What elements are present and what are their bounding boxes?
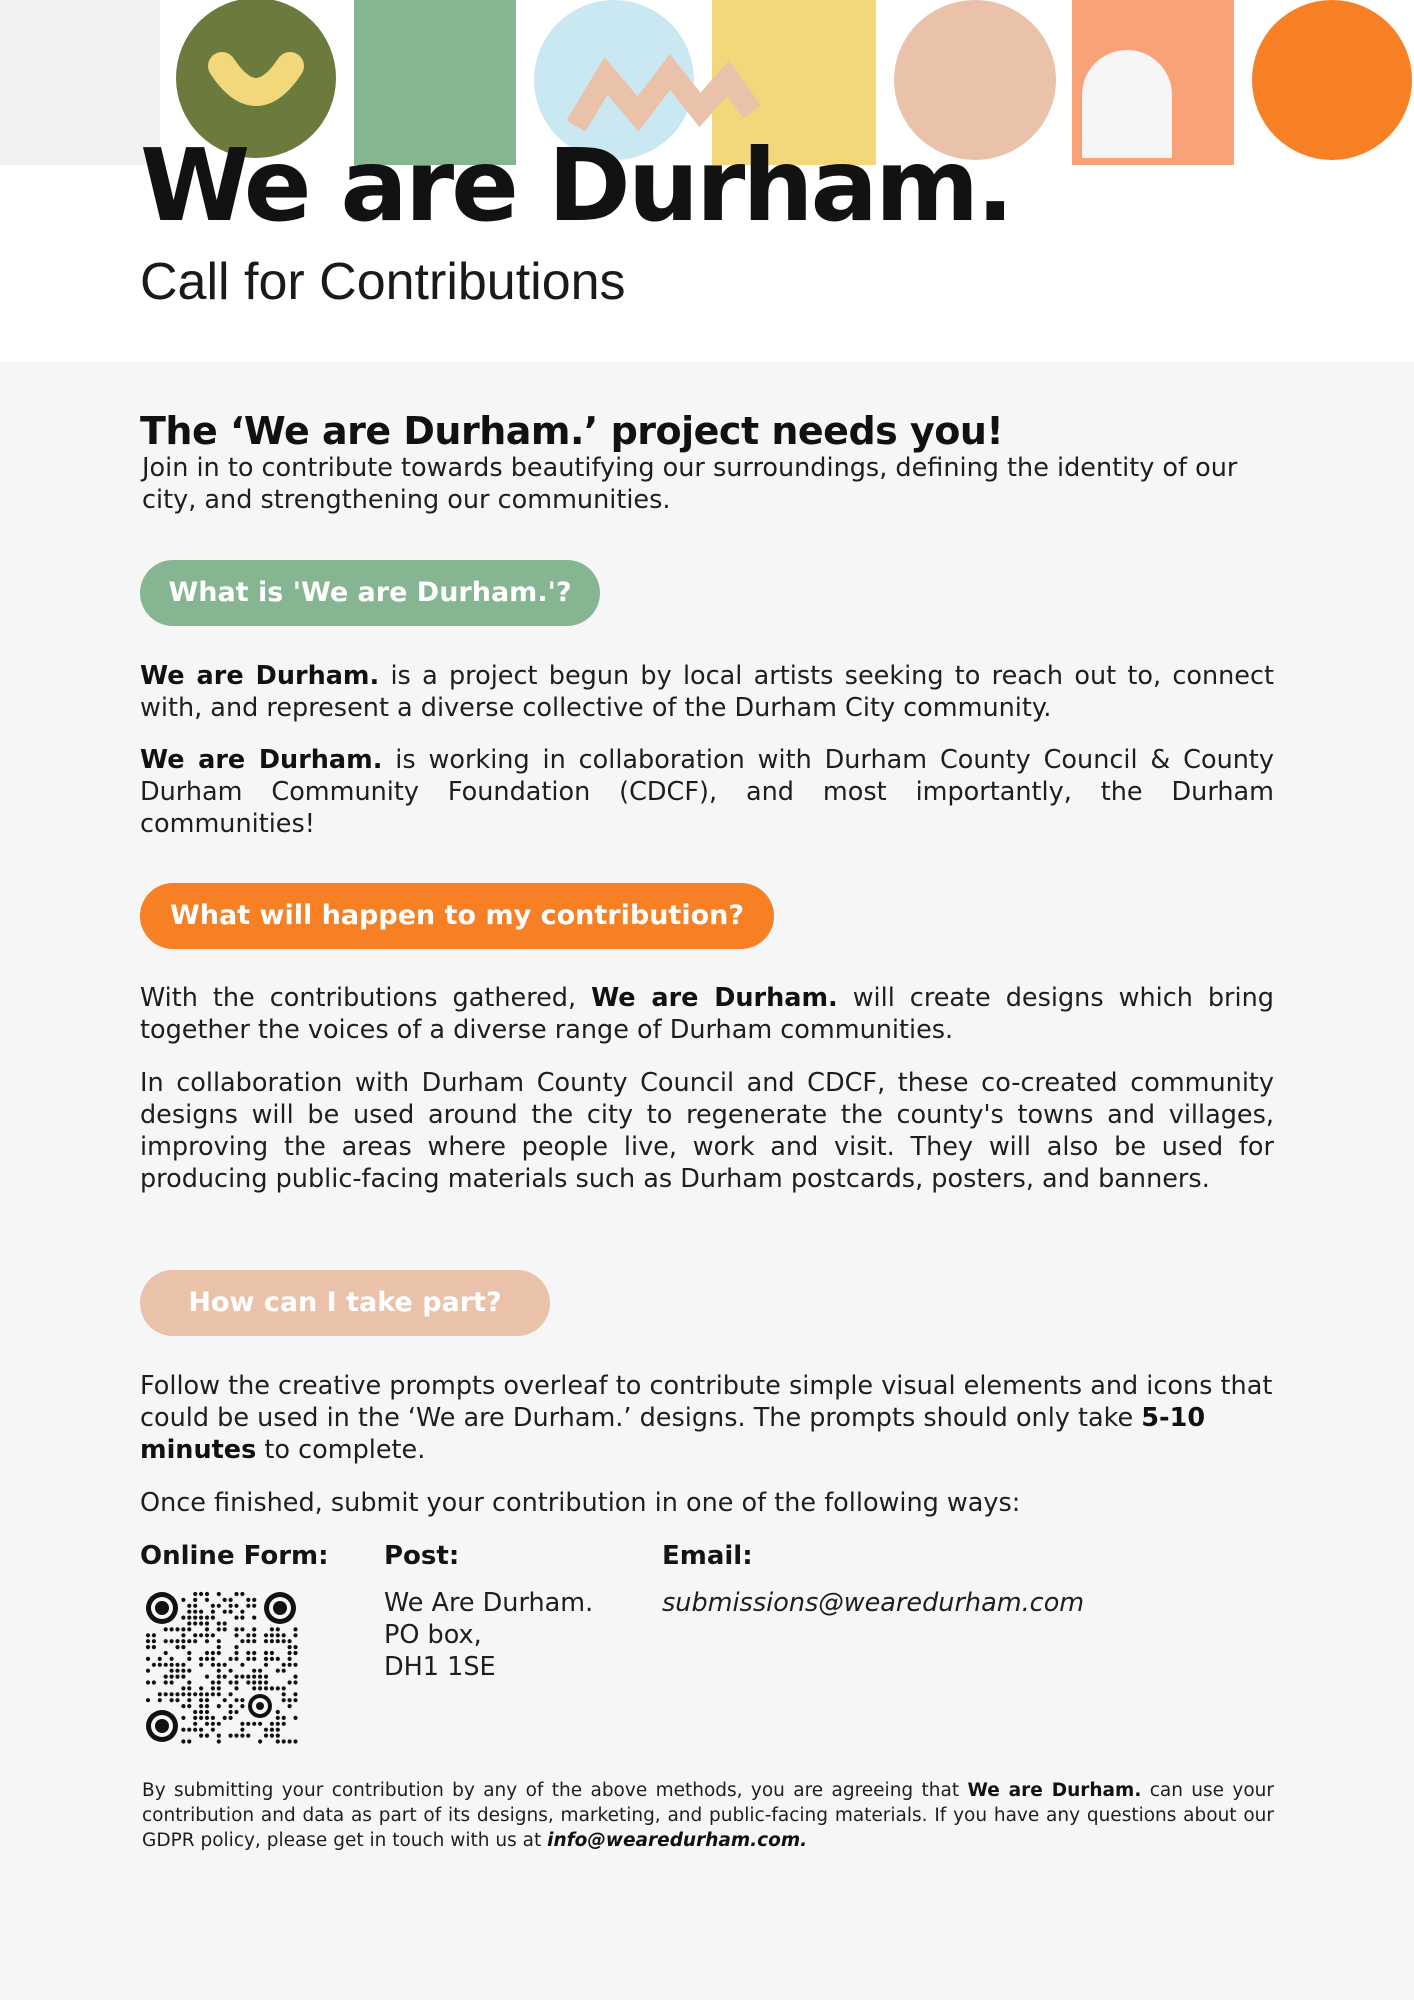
gdpr-notice-middle: can use your contribution and data as part of its designs, marketing, and public-facing materials. If you have any questions about our GDPR policy, please get in touch with us at bbox=[142, 1780, 1274, 1851]
part-paragraph-1 bbox=[140, 1370, 1274, 1466]
happen-paragraph-1 bbox=[140, 982, 1274, 1046]
grey-block-shape bbox=[0, 0, 160, 165]
post-address-line: We Are Durham. bbox=[384, 1588, 594, 1618]
info-email-link[interactable]: info@wearedurham.com. bbox=[547, 1830, 808, 1851]
post-address-line: DH1 1SE bbox=[384, 1652, 496, 1682]
qr-code-icon[interactable] bbox=[142, 1588, 302, 1748]
part-paragraph-2: Once finished, submit your contribution in one of the following ways: bbox=[140, 1488, 1021, 1518]
brand-name: We are Durham. bbox=[140, 661, 380, 691]
happen-paragraph-1-start: With the contributions gathered, bbox=[140, 983, 592, 1013]
duration-highlight: 5-10 minutes bbox=[140, 1403, 1206, 1465]
intro-heading: The ‘We are Durham.’ project needs you! bbox=[140, 409, 1004, 453]
intro-text: Join in to contribute towards beautifying our surroundings, defining the identity of our city, and strengthening our communities. bbox=[142, 453, 1238, 515]
post-address bbox=[384, 1587, 593, 1683]
online-form-label: Online Form: bbox=[140, 1541, 329, 1571]
header-banner bbox=[0, 0, 1414, 362]
pill-take-part: How can I take part? bbox=[140, 1270, 550, 1336]
orange-circle-shape bbox=[1252, 0, 1412, 160]
brand-name: We are Durham. bbox=[140, 745, 383, 775]
what-paragraph-2-text: is working in collaboration with Durham County Council & County Durham Community Foundation (CDCF), and most importantly, the Durham communities! bbox=[140, 745, 1274, 839]
page-title: We are Durham. bbox=[140, 127, 1012, 244]
happen-paragraph-1-end: will create designs which bring together the voices of a diverse range of Durham communities. bbox=[140, 983, 1274, 1045]
what-paragraph-1-text: is a project begun by local artists seeking to reach out to, connect with, and represent a diverse collective of the Durham City community. bbox=[140, 661, 1274, 723]
pill-what-is: What is 'We are Durham.'? bbox=[140, 560, 600, 626]
gdpr-notice bbox=[142, 1778, 1274, 1853]
email-label: Email: bbox=[662, 1541, 753, 1571]
brand-name: We are Durham. bbox=[967, 1780, 1142, 1801]
what-paragraph-1 bbox=[140, 660, 1274, 724]
gdpr-notice-start: By submitting your contribution by any of the above methods, you are agreeing that bbox=[142, 1780, 968, 1801]
what-paragraph-2 bbox=[140, 744, 1274, 840]
post-address-line: PO box, bbox=[384, 1620, 482, 1650]
happen-paragraph-2: In collaboration with Durham County Council and CDCF, these co-created community designs will be used around the city to regenerate the county's towns and villages, improving the areas where people live, work and visit. They will also be used for producing public-facing materials such as Durham postcards, posters, and banners. bbox=[140, 1068, 1274, 1194]
part-paragraph-1-start: Follow the creative prompts overleaf to contribute simple visual elements and icons that could be used in the ‘We are Durham.’ designs. The prompts should only take bbox=[140, 1371, 1273, 1433]
email-address-link[interactable]: submissions@wearedurham.com bbox=[662, 1588, 1085, 1618]
arch-shape bbox=[1082, 50, 1172, 158]
brand-name: We are Durham. bbox=[591, 983, 838, 1013]
pill-what-happens: What will happen to my contribution? bbox=[140, 883, 774, 949]
page-subtitle: Call for Contributions bbox=[140, 253, 626, 311]
post-label: Post: bbox=[384, 1541, 460, 1571]
part-paragraph-1-end: to complete. bbox=[256, 1435, 426, 1465]
